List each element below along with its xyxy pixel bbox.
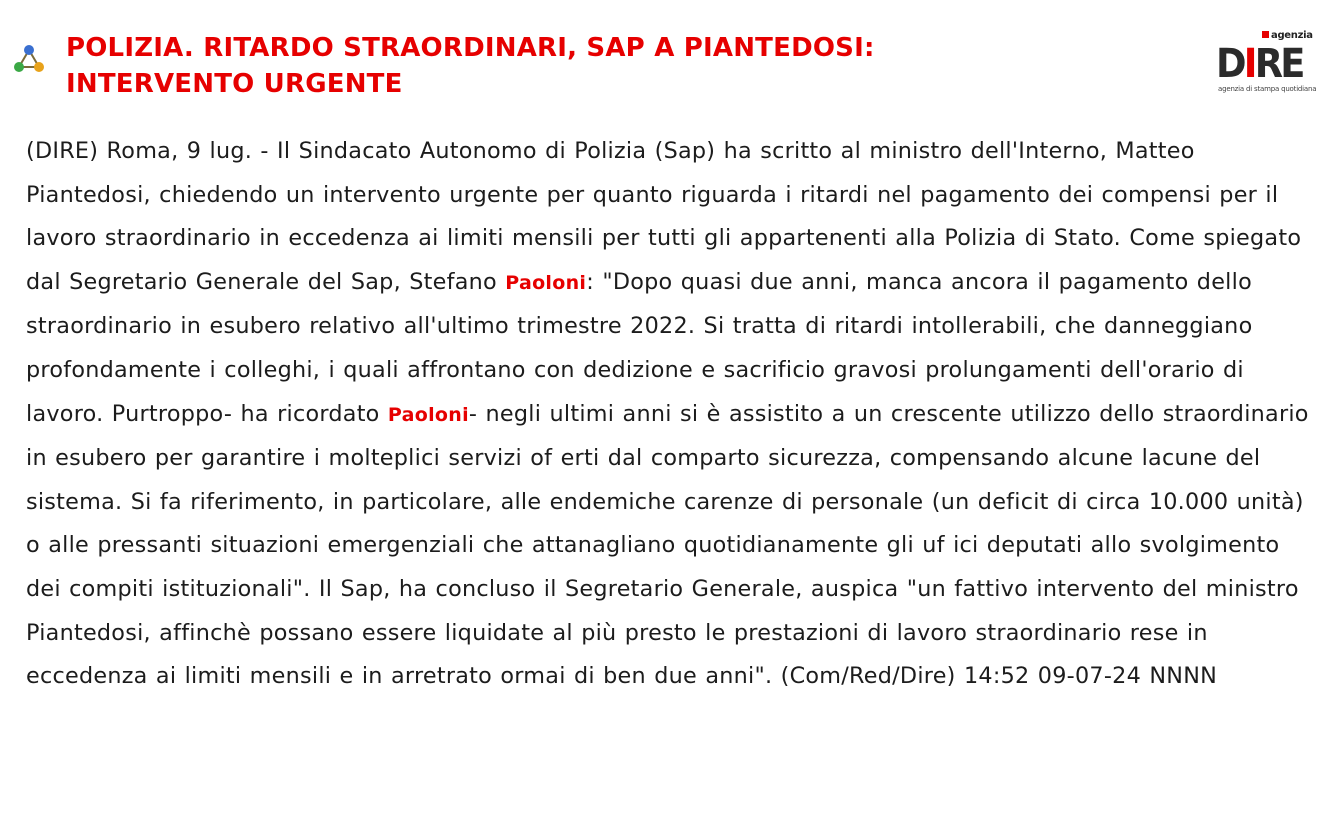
article-text-1: (DIRE) Roma, 9 lug. - Il Sindacato Autonomo di Polizia (Sap) ha scritto al ministro dell'Interno, Matteo Piantedosi, chiedendo un intervento urgente per quanto riguarda i ritardi nel pagamento dei compensi per il lavoro straordinario in eccedenza ai limiti mensili per tutti gli appartenenti alla Polizia di Stato. Come spiegato dal Segretario Generale del Sap, Stefano [26, 138, 1302, 295]
article-text-2: : "Dopo quasi due anni, manca ancora il pagamento dello straordinario in esubero relativo all'ultimo trimestre 2022. Si tratta di ritardi intollerabili, che danneggiano profondamente i colleghi, i quali affrontano con dedizione e sacrificio gravosi prolungamenti dell'orario di lavoro. Purtroppo- ha ricordato [26, 268, 1253, 427]
logo-brand: DIRE [1216, 41, 1303, 87]
headline [66, 30, 1166, 102]
article-body [26, 130, 1322, 699]
headline-line-1: POLIZIA. RITARDO STRAORDINARI, SAP A PIANTEDOSI: [66, 33, 875, 63]
article-header [0, 0, 1342, 120]
molecule-topic-icon [12, 42, 46, 76]
article-text-3: - negli ultimi anni si è assistito a un crescente utilizzo dello straordinario in esubero per garantire i molteplici servizi of erti dal comparto sicurezza, compensando alcune lacune del sistema. Si fa riferimento, in particolare, alle endemiche carenze di personale (un deficit di circa 10.000 unità) o alle pressanti situazioni emergenziali che attanagliano quotidianamente gli uf ici deputati allo svolgimento dei compiti istituzionali". Il Sap, ha concluso il Segretario Generale, auspica "un fattivo intervento del ministro Piantedosi, affinchè possano essere liquidate al più presto le prestazioni di lavoro straordinario rese in eccedenza ai limiti mensili e in arretrato ormai di ben due anni". (Com/Red/Dire) 14:52 09-07-24 NNNN [26, 400, 1309, 690]
logo-tagline: agenzia di stampa quotidiana [1218, 85, 1317, 93]
highlighted-name: Paoloni [387, 403, 469, 426]
logo-small-text: agenzia [1262, 30, 1313, 41]
highlighted-name: Paoloni [505, 271, 587, 294]
dire-logo [1212, 30, 1320, 100]
headline-line-2: INTERVENTO URGENTE [66, 69, 403, 99]
